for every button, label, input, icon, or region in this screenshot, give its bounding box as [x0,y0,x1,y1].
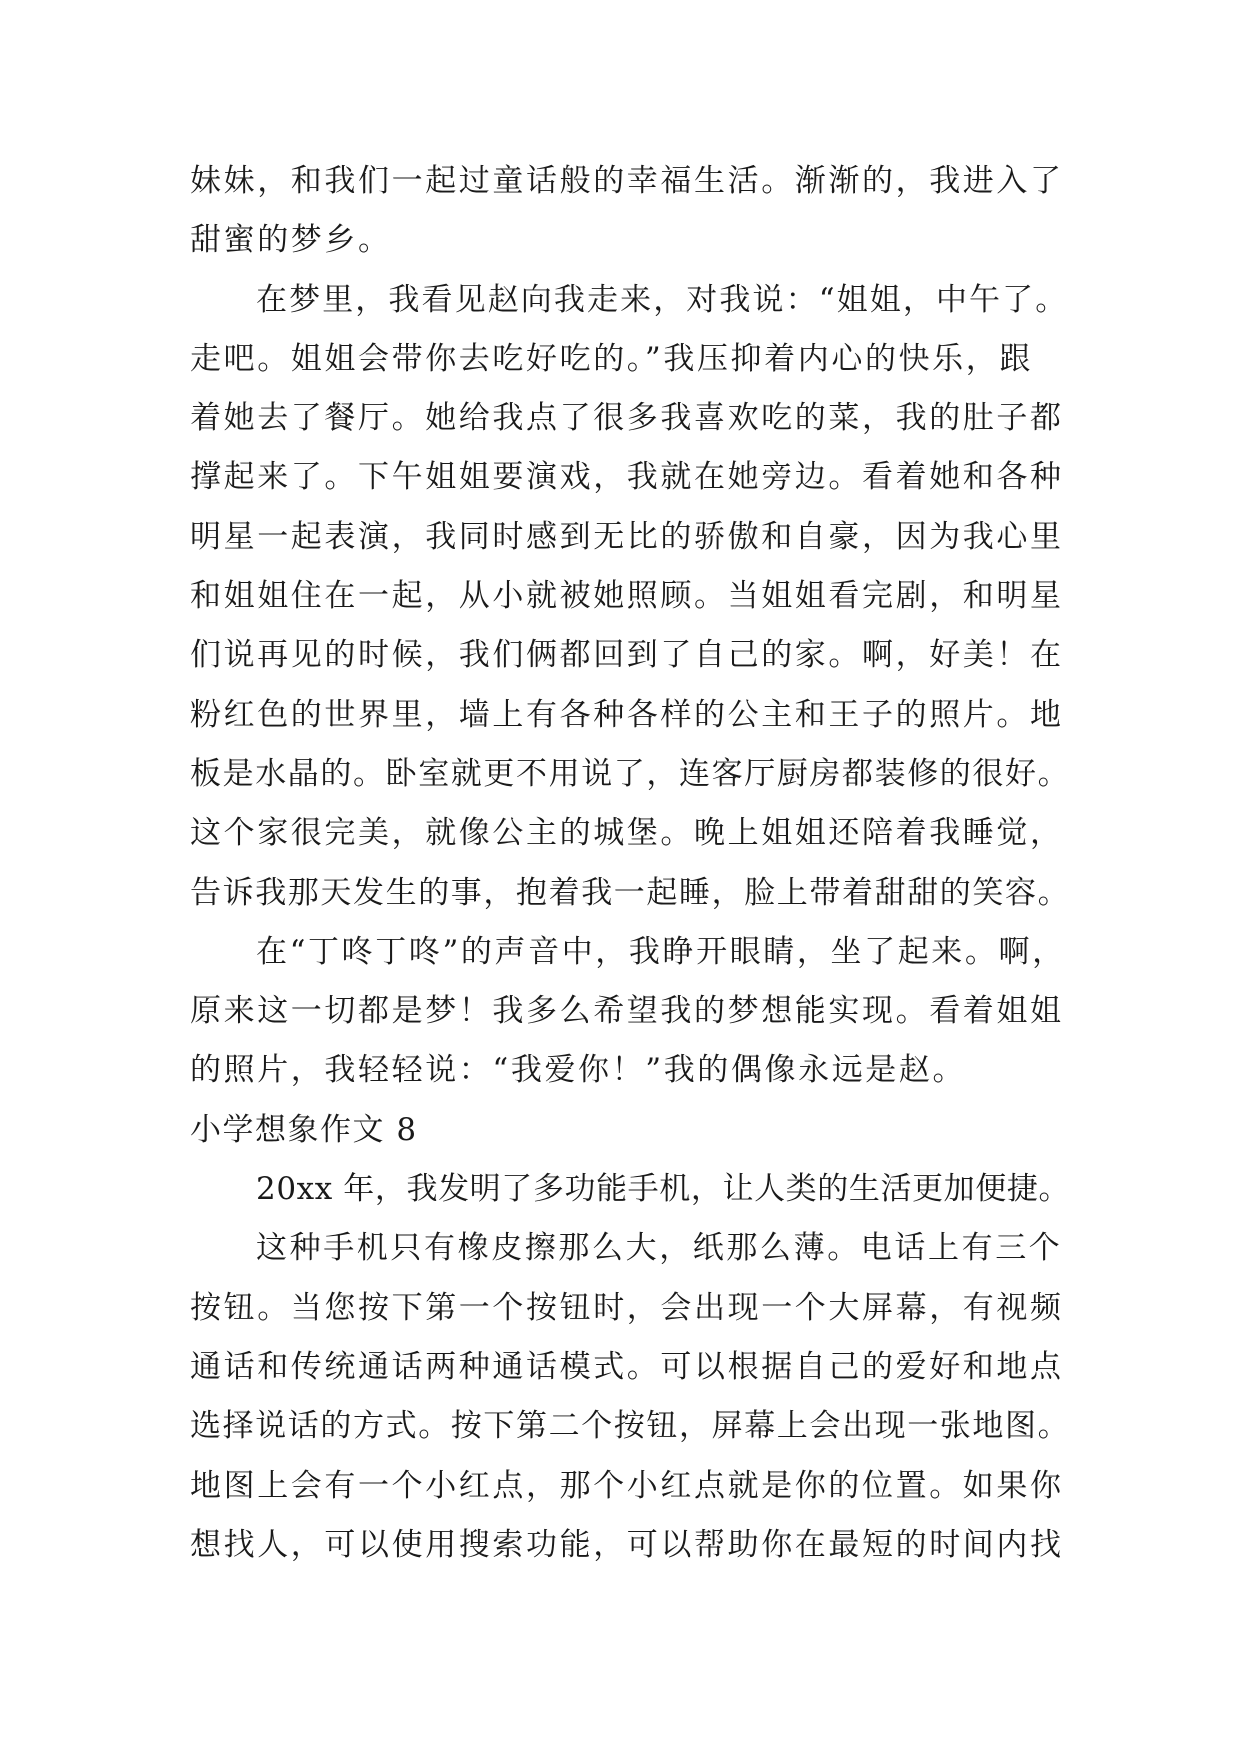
section-heading: 小学想象作文 8 [190,1111,418,1148]
paragraph-line: 这种手机只有橡皮擦那么大，纸那么薄。电话上有三个 [256,1230,1063,1267]
paragraph-line: 板是水晶的。卧室就更不用说了，连客厅厨房都装修的很好。 [190,755,1071,792]
paragraph-line: 通话和传统通话两种通话模式。可以根据自己的爱好和地点 [190,1348,1064,1385]
paragraph-line: 们说再见的时候，我们俩都回到了自己的家。啊，好美！在 [190,637,1064,674]
paragraph-line: 20xx 年，我发明了多功能手机，让人类的生活更加便捷。 [256,1171,1071,1208]
paragraph-line: 想找人，可以使用搜索功能，可以帮助你在最短的时间内找 [190,1526,1064,1563]
paragraph-line: 着她去了餐厅。她给我点了很多我喜欢吃的菜，我的肚子都 [190,400,1064,437]
paragraph-line: 原来这一切都是梦！我多么希望我的梦想能实现。看着姐姐 [190,993,1064,1030]
paragraph-line: 撑起来了。下午姐姐要演戏，我就在她旁边。看着她和各种 [190,459,1064,496]
paragraph-line: 在“丁咚丁咚”的声音中，我睁开眼睛，坐了起来。啊， [256,933,1066,970]
paragraph-line: 的照片，我轻轻说：“我爱你！”我的偶像永远是赵。 [190,1052,967,1089]
paragraph-line: 走吧。姐姐会带你去吃好吃的。”我压抑着内心的快乐，跟 [190,340,1033,377]
paragraph-line: 明星一起表演，我同时感到无比的骄傲和自豪，因为我心里 [190,518,1064,555]
paragraph-line: 告诉我那天发生的事，抱着我一起睡，脸上带着甜甜的笑容。 [190,874,1071,911]
paragraph-line: 粉红色的世界里，墙上有各种各样的公主和王子的照片。地 [190,696,1064,733]
paragraph-line: 地图上会有一个小红点，那个小红点就是你的位置。如果你 [190,1467,1064,1504]
paragraph-line: 和姐姐住在一起，从小就被她照顾。当姐姐看完剧，和明星 [190,578,1064,615]
paragraph-line: 在梦里，我看见赵向我走来，对我说：“姐姐，中午了。 [256,281,1069,318]
paragraph-line: 按钮。当您按下第一个按钮时，会出现一个大屏幕，有视频 [190,1289,1064,1326]
paragraph-line: 妹妹，和我们一起过童话般的幸福生活。渐渐的，我进入了 [190,163,1064,199]
paragraph-line: 这个家很完美，就像公主的城堡。晚上姐姐还陪着我睡觉， [190,815,1064,852]
essay-body [190,152,1070,1575]
paragraph-line: 选择说话的方式。按下第二个按钮，屏幕上会出现一张地图。 [190,1408,1071,1445]
paragraph-line: 甜蜜的梦乡。 [190,222,392,259]
